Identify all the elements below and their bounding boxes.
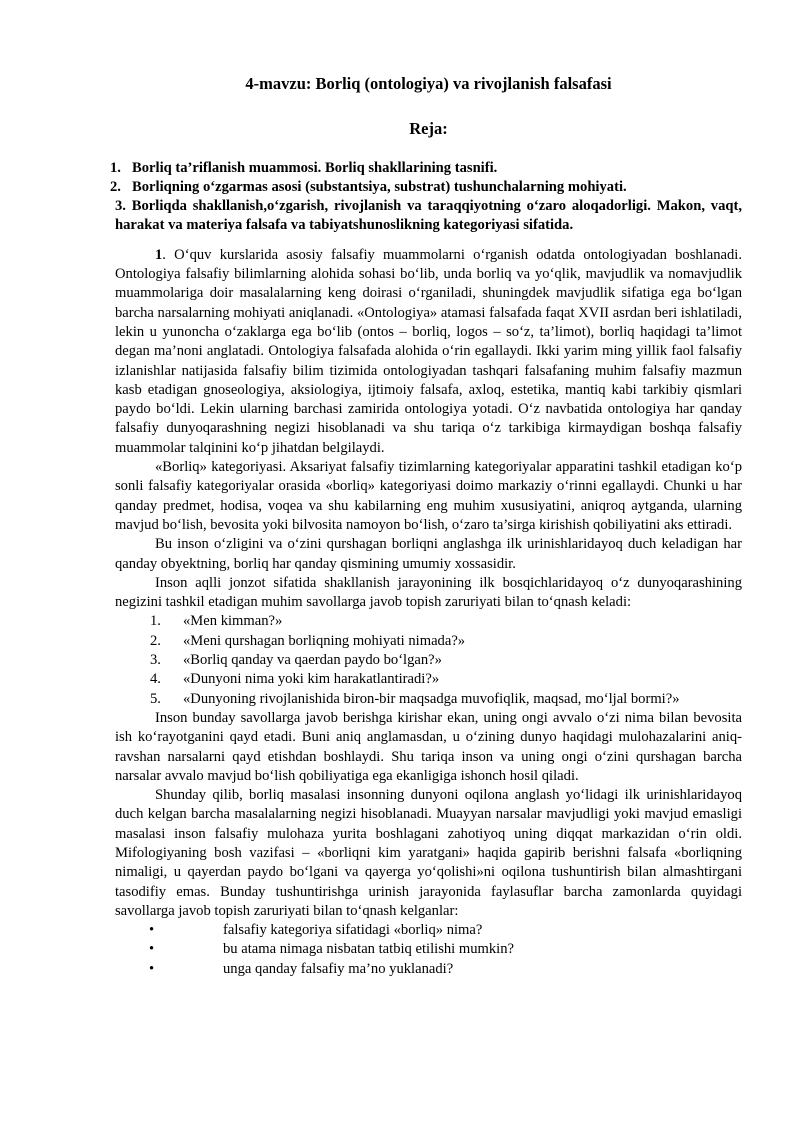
bullet-item: [115, 921, 742, 940]
bullet-item: [115, 940, 742, 959]
plan-item-text: Borliqda shakllanish,o‘zgarish, rivojlanish va taraqqiyotning o‘zaro aloqadorligi. Makon, vaqt, harakat va materiya falsafa va tabiyatshunoslikning kategoriyasi sifatida.: [115, 198, 742, 234]
question-list: [115, 612, 742, 708]
list-item: [115, 690, 742, 709]
list-item: [115, 632, 742, 651]
list-item-text: «Meni qurshagan borliqning mohiyati nimada?»: [183, 632, 466, 649]
paragraph-number: 1: [155, 246, 163, 263]
bullet-icon: •: [149, 922, 155, 939]
list-item-number: 4.: [150, 671, 161, 688]
plan-item-text: Borliqning o‘zgarmas asosi (substantsiya, substrat) tushunchalarning mohiyati.: [132, 178, 627, 195]
paragraph-2: «Borliq» kategoriyasi. Aksariyat falsafiy tizimlarning kategoriyalar apparatini tashkil etadigan ko‘p sonli falsafiy kategoriyalar orasida «borliq» kategoriyasi doimo markaziy o‘rinni egallaydi. Chunki u har qanday predmet, hodisa, voqea va shu kabilarning eng muhim xususiyatini, aniqroq aytganda, ularning mavjud bo‘lish, bevosita yoki bilvosita namoyon bo‘lish, o‘zaro ta’sirga kirishish qobiliyatini aks ettiradi.: [115, 459, 742, 533]
bullet-text: unga qanday falsafiy ma’no yuklanadi?: [223, 960, 454, 977]
paragraph-text: . O‘quv kurslarida asosiy falsafiy muammolarni o‘rganish odatda ontologiyadan boshlanadi. Ontologiya falsafiy bilimlarning alohida sohasi bo‘lib, unda borliq va yo‘qlik, mavjudlik va nomavjudlik muammolariga doir masalalarning keng doirasi o‘rganiladi, shuningdek mavjudlik sifatiga ega bo‘lgan barcha narsalarning mohiyati aniqlanadi. «Ontologiya» atamasi falsafada faqat XVII asrdan beri ishlatiladi, lekin u yunoncha o‘zaklarga ega bo‘lib (ontos – borliq, logos – so‘z, ta’limot), borliq haqidagi ta’limot degan ma’noni anglatadi. Ontologiya falsafada alohida o‘rin egallaydi. Ikki yarim ming yillik faol falsafiy izlanishlar natijasida falsafiy bilim tizimida ontologiyadan tashqari falsafaning muhim falsafiy mazmun kasb etadigan gnoseologiya, aksiologiya, ijtimoiy falsafa, axloq, estetika, mantiq kabi tarkibiy qismlari paydo bo‘ldi. Lekin ularning barchasi zamirida ontologiya yotadi. O‘z navbatida ontologiya har qanday falsafiy dunyoqarashning negizi hisoblanadi va shu tariqa o‘z tarkibiga kirmaydigan boshqa falsafiy muammolar talqinini ko‘p jihatdan belgilaydi.: [115, 246, 742, 456]
list-item-text: «Borliq qanday va qaerdan paydo bo‘lgan?»: [183, 652, 442, 669]
list-item: [115, 612, 742, 631]
plan-item: [110, 178, 742, 197]
bullet-icon: •: [149, 960, 155, 977]
list-item-text: «Dunyoning rivojlanishida biron-bir maqsadga muvofiqlik, maqsad, mo‘ljal bormi?»: [183, 690, 680, 707]
list-item-number: 5.: [150, 690, 161, 707]
list-item-number: 2.: [150, 632, 161, 649]
plan-item-number: 2.: [110, 178, 121, 195]
paragraph-1: [115, 246, 742, 458]
list-item: [115, 670, 742, 689]
paragraph-4: Inson aqlli jonzot sifatida shakllanish jarayonining ilk bosqichlaridayoq o‘z dunyoqarashining negizini tashkil etadigan muhim savollarga javob topish zaruriyati bilan to‘qnash keladi:: [115, 574, 742, 611]
bullet-text: bu atama nimaga nisbatan tatbiq etilishi mumkin?: [223, 941, 514, 958]
plan-item-number: 3.: [115, 198, 126, 215]
document-title: 4-mavzu: Borliq (ontologiya) va rivojlanish falsafasi: [245, 74, 612, 93]
plan-item-number: 1.: [110, 159, 121, 176]
plan-item: [115, 197, 742, 236]
list-item-text: «Men kimman?»: [183, 613, 283, 630]
list-item-number: 3.: [150, 652, 161, 669]
list-item-number: 1.: [150, 613, 161, 630]
bullet-item: [115, 960, 742, 979]
list-item-text: «Dunyoni nima yoki kim harakatlantiradi?»: [183, 671, 440, 688]
bullet-text: falsafiy kategoriya sifatidagi «borliq» nima?: [223, 922, 483, 939]
plan-item-text: Borliq ta’riflanish muammosi. Borliq shakllarining tasnifi.: [132, 159, 498, 176]
bullet-list: [115, 921, 742, 979]
plan-heading: Reja:: [409, 119, 448, 139]
plan-list: [110, 159, 742, 236]
paragraph-6: Shunday qilib, borliq masalasi insonning dunyoni oqilona anglash yo‘lidagi ilk urinishlaridayoq duch kelgan barcha masalalarning negizi hisoblanadi. Muayyan narsalar mavjudligi yoki mavjud emasligi masalasi inson falsafiy mulohaza yurita boshlagani zahotiyoq uning diqqat markazidan o‘rin oldi. Mifologiyaning bosh vazifasi – «borliqni kim yaratgani» haqida gapirib berishni falsafa «borliqning nimaligi, u qayerdan paydo bo‘lgani va qayerga yo‘qolishi»ni oqilona tushuntirish bilan almashtirgani tasodifiy emas. Bunday tushuntirishga urinish jarayonida faylasuflar barcha zamonlarda quyidagi savollarga javob topish zaruriyati bilan to‘qnash kelganlar:: [115, 787, 742, 919]
paragraph-3: Bu inson o‘zligini va o‘zini qurshagan borliqni anglashga ilk urinishlaridayoq duch keladigan har qanday obyektning, borliq har qanday qismining umumiy xossasidir.: [115, 536, 742, 572]
bullet-icon: •: [149, 941, 155, 958]
paragraph-5: Inson bunday savollarga javob berishga kirishar ekan, uning ongi avvalo o‘zi nima bilan bevosita ish ko‘rayotganini qayd etadi. Buni aniq anglamasdan, u o‘zining dunyo haqidagi mulohazalarini aniq-ravshan narsalarni qayd etishdan boshlaydi. Shu tariqa inson va uning ongi o‘zini qurshagan barcha narsalar avvalo mavjud bo‘lish qobiliyatiga ega ekanligiga ishonch hosil qiladi.: [115, 709, 742, 784]
plan-item: [110, 159, 742, 178]
document-page: [110, 74, 742, 979]
list-item: [115, 651, 742, 670]
